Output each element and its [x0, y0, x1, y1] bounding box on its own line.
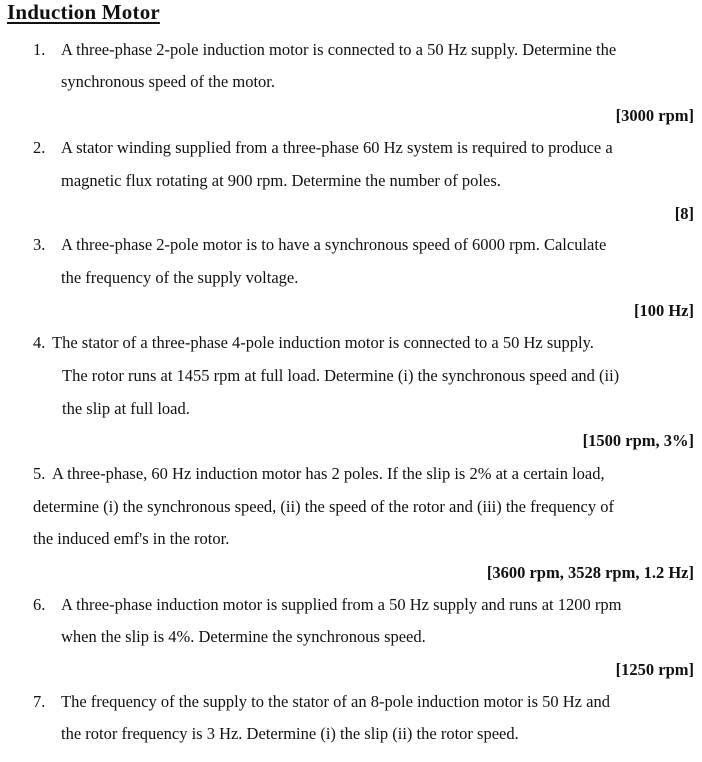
problem-5-line-2: determine (i) the synchronous speed, (ii) the speed of the rotor and (iii) the frequency of	[33, 497, 614, 516]
problem-4-line-3: the slip at full load.	[62, 399, 190, 418]
problem-3-line-1	[33, 235, 606, 255]
problem-3-text: A three-phase 2-pole motor is to have a synchronous speed of 6000 rpm. Calculate	[61, 235, 607, 254]
problem-5-line-3: the induced emf's in the rotor.	[33, 529, 230, 548]
problem-7-number: 7.	[33, 692, 46, 711]
problem-6-answer: [1250 rpm]	[615, 660, 694, 679]
problem-5-text: A three-phase, 60 Hz induction motor has 2 poles. If the slip is 2% at a certain load,	[52, 464, 605, 483]
problem-4-number: 4.	[33, 333, 46, 352]
problem-7-text: The frequency of the supply to the stator of an 8-pole induction motor is 50 Hz and	[61, 692, 610, 711]
problem-4-line-1	[33, 333, 594, 353]
problem-7-line-1	[33, 692, 610, 712]
problem-2-text: A stator winding supplied from a three-phase 60 Hz system is required to produce a	[61, 138, 613, 157]
problem-2-number: 2.	[33, 138, 46, 157]
problem-1-text: A three-phase 2-pole induction motor is connected to a 50 Hz supply. Determine the	[61, 40, 617, 59]
problem-1-number: 1.	[33, 40, 46, 59]
problem-5-number: 5.	[33, 464, 46, 483]
problem-2-answer: [8]	[674, 204, 694, 223]
problem-4-text: The stator of a three-phase 4-pole induction motor is connected to a 50 Hz supply.	[52, 333, 594, 352]
problem-1-line-1	[33, 40, 616, 60]
document-title: Induction Motor	[7, 0, 160, 24]
problem-6-line-1	[33, 595, 621, 615]
problem-5-line-1	[33, 464, 605, 484]
problem-3-number: 3.	[33, 235, 46, 254]
problem-1-line-2: synchronous speed of the motor.	[61, 72, 276, 91]
problem-6-text: A three-phase induction motor is supplied from a 50 Hz supply and runs at 1200 rpm	[61, 595, 622, 614]
problem-6-number: 6.	[33, 595, 46, 614]
problem-2-line-1	[33, 138, 613, 158]
problem-2-line-2: magnetic flux rotating at 900 rpm. Determine the number of poles.	[61, 171, 501, 190]
problem-5-answer: [3600 rpm, 3528 rpm, 1.2 Hz]	[486, 563, 694, 582]
problem-4-line-2: The rotor runs at 1455 rpm at full load. Determine (i) the synchronous speed and (ii)	[62, 366, 620, 385]
problem-4-answer: [1500 rpm, 3%]	[582, 431, 694, 450]
problem-1-answer: [3000 rpm]	[615, 106, 694, 125]
problem-3-line-2: the frequency of the supply voltage.	[61, 268, 299, 287]
problem-6-line-2: when the slip is 4%. Determine the synchronous speed.	[61, 627, 426, 646]
problem-7-line-2: the rotor frequency is 3 Hz. Determine (i) the slip (ii) the rotor speed.	[61, 724, 519, 743]
problem-3-answer: [100 Hz]	[633, 301, 694, 320]
